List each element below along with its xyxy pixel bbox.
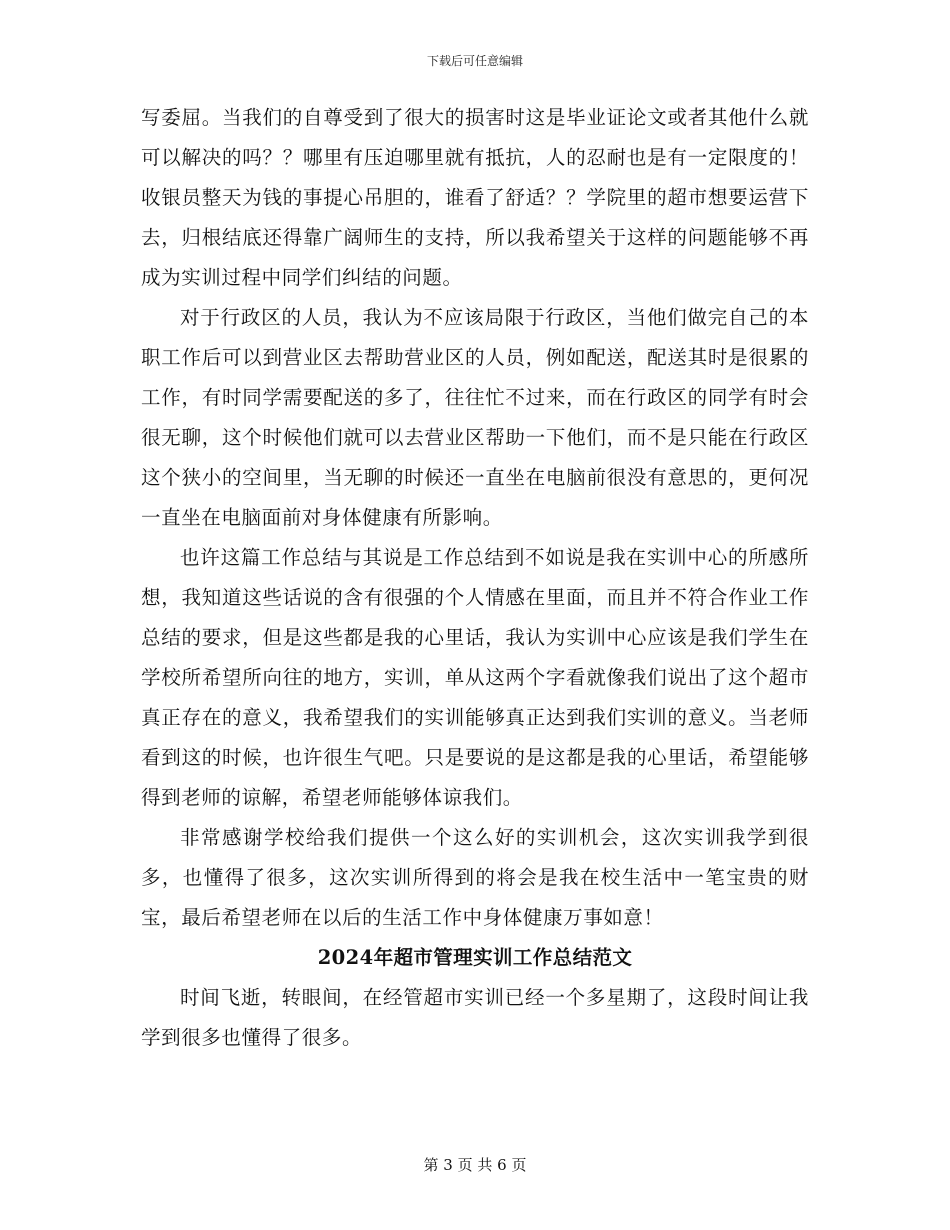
paragraph-thanks: 非常感谢学校给我们提供一个这么好的实训机会，这次实训我学到很多，也懂得了很多，这次实训所得到的将会是我在校生活中一笔宝贵的财宝，最后希望老师在以后的生活工作中身体健康万事如意！ xyxy=(141,826,809,929)
paragraph-section-intro: 时间飞逝，转眼间，在经管超市实训已经一个多星期了，这段时间让我学到很多也懂得了很多。 xyxy=(141,986,809,1049)
document-body xyxy=(141,98,809,1058)
page-header: 下载后可任意编辑 xyxy=(426,54,523,68)
paragraph-reflection: 也许这篇工作总结与其说是工作总结到不如说是我在实训中心的所感所想，我知道这些话说的含有很强的个人情感在里面，而且并不符合作业工作总结的要求，但是这些都是我的心里话，我认为实训中心应该是我们学生在学校所希望所向往的地方，实训，单从这两个字看就像我们说出了这个超市真正存在的意义，我希望我们的实训能够真正达到我们实训的意义。当老师看到这的时候，也许很生气吧。只是要说的是这都是我的心里话，希望能够得到老师的谅解，希望老师能够体谅我们。 xyxy=(141,546,809,809)
page-footer: 第 3 页 共 6 页 xyxy=(423,1156,527,1174)
paragraph-continued: 写委屈。当我们的自尊受到了很大的损害时这是毕业证论文或者其他什么就可以解决的吗？？哪里有压迫哪里就有抵抗，人的忍耐也是有一定限度的！收银员整天为钱的事提心吊胆的，谁看了舒适？？学院里的超市想要运营下去，归根结底还得靠广阔师生的支持，所以我希望关于这样的问题能够不再成为实训过程中同学们纠结的问题。 xyxy=(141,106,809,289)
paragraph-administrative-area: 对于行政区的人员，我认为不应该局限于行政区，当他们做完自己的本职工作后可以到营业区去帮助营业区的人员，例如配送，配送其时是很累的工作，有时同学需要配送的多了，往往忙不过来，而在行政区的同学有时会很无聊，这个时候他们就可以去营业区帮助一下他们，而不是只能在行政区这个狭小的空间里，当无聊的时候还一直坐在电脑前很没有意思的，更何况一直坐在电脑面前对身体健康有所影响。 xyxy=(141,306,809,529)
section-title: 2024年超市管理实训工作总结范文 xyxy=(317,946,633,969)
